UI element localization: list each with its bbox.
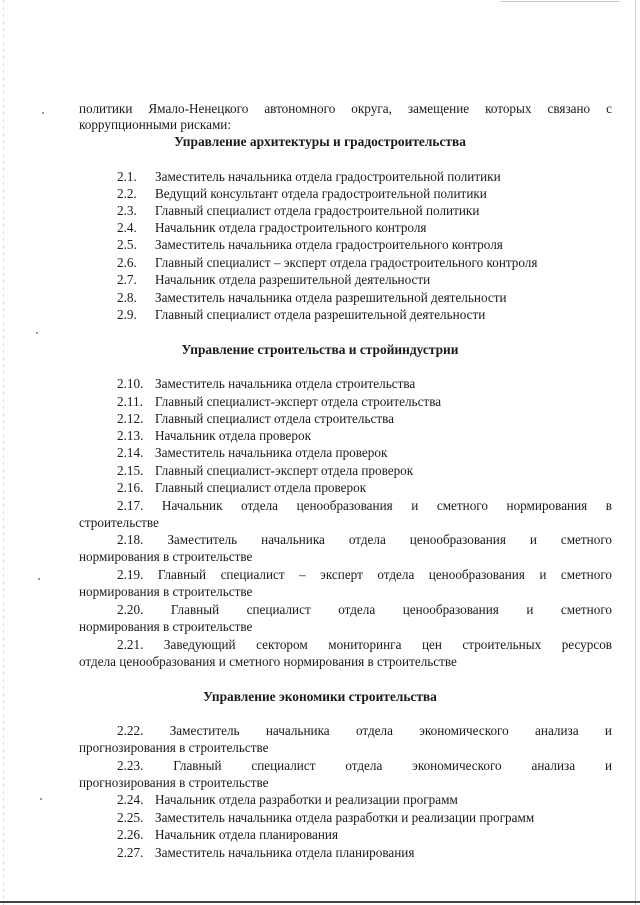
list-item: 2.17. Начальник отдела ценообразования и сметного нормирования в <box>117 498 613 513</box>
section-heading-architecture: Управление архитектуры и градостроительства <box>174 134 466 149</box>
list-item-continuation: нормирования в строительстве <box>79 619 253 634</box>
section-heading-construction: Управление строительства и стройиндустрии <box>181 342 459 357</box>
list-item: 2.14. Заместитель начальника отдела проверок <box>117 445 388 460</box>
list-item-continuation: нормирования в строительстве <box>79 584 253 599</box>
list-item: 2.12. Главный специалист отдела строительства <box>117 411 395 426</box>
list-item: 2.5. Заместитель начальника отдела градостроительного контроля <box>117 237 503 252</box>
list-item: 2.24. Начальник отдела разработки и реализации программ <box>117 792 458 807</box>
list-item: 2.15. Главный специалист-эксперт отдела проверок <box>117 463 414 478</box>
section-heading-economics: Управление экономики строительства <box>203 689 437 704</box>
list-item: 2.8. Заместитель начальника отдела разрешительной деятельности <box>117 290 507 305</box>
list-item: 2.26. Начальник отдела планирования <box>117 827 339 842</box>
list-item: 2.23. Главный специалист отдела экономического анализа и <box>117 758 612 773</box>
list-item: 2.1. Заместитель начальника отдела градостроительной политики <box>117 169 501 184</box>
scan-top-mark <box>500 1 620 2</box>
list-item: 2.27. Заместитель начальника отдела планирования <box>117 845 415 860</box>
scan-bottom-edge <box>0 901 640 903</box>
list-item: 2.4. Начальник отдела градостроительного контроля <box>117 220 427 235</box>
scan-speck <box>42 112 44 114</box>
list-item-continuation: прогнозирования в строительстве <box>79 740 269 755</box>
list-item: 2.9. Главный специалист отдела разрешительной деятельности <box>117 307 486 322</box>
list-item: 2.20. Главный специалист отдела ценообразования и сметного <box>117 602 613 617</box>
list-item: 2.7. Начальник отдела разрешительной деятельности <box>117 272 431 287</box>
list-item: 2.16. Главный специалист отдела проверок <box>117 480 367 495</box>
list-item-continuation: отдела ценообразования и сметного нормирования в строительстве <box>79 654 457 669</box>
list-item: 2.13. Начальник отдела проверок <box>117 428 312 443</box>
list-item: 2.11. Главный специалист-эксперт отдела строительства <box>117 394 442 409</box>
scan-speck <box>40 798 42 800</box>
intro-line-1: политики Ямало-Ненецкого автономного округа, замещение которых связано с <box>79 101 612 116</box>
scan-speck <box>36 332 38 334</box>
list-item-continuation: строительстве <box>79 515 159 530</box>
list-item: 2.21. Заведующий сектором мониторинга цен строительных ресурсов <box>117 637 613 652</box>
list-item-continuation: прогнозирования в строительстве <box>79 775 269 790</box>
list-item: 2.6. Главный специалист – эксперт отдела градостроительного контроля <box>117 255 538 270</box>
list-item: 2.25. Заместитель начальника отдела разработки и реализации программ <box>117 810 535 825</box>
list-item: 2.10. Заместитель начальника отдела строительства <box>117 376 416 391</box>
list-item: 2.2. Ведущий консультант отдела градостроительной политики <box>117 186 487 201</box>
list-item: 2.3. Главный специалист отдела градостроительной политики <box>117 203 480 218</box>
intro-line-2: коррупционными рисками: <box>79 117 232 132</box>
list-item: 2.22. Заместитель начальника отдела экономического анализа и <box>117 723 612 738</box>
list-item: 2.18. Заместитель начальника отдела ценообразования и сметного <box>117 532 612 547</box>
list-item: 2.19. Главный специалист – эксперт отдела ценообразования и сметного <box>117 567 613 582</box>
list-item-continuation: нормирования в строительстве <box>79 549 253 564</box>
scan-speck <box>38 578 40 580</box>
